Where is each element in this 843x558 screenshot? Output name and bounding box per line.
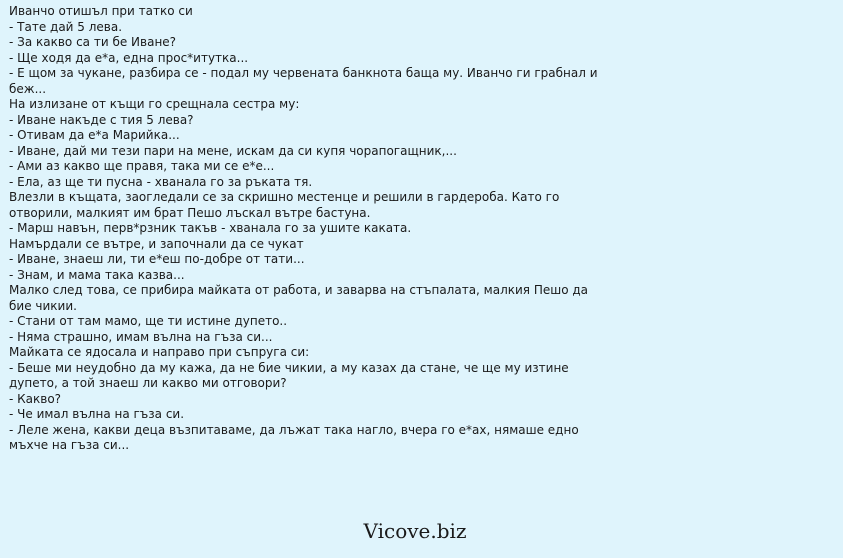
joke-line: - Ще ходя да е*а, една прос*итутка... bbox=[9, 50, 249, 65]
joke-line: - Е щом за чукане, разбира се - подал му червената банкнота баща му. Иванчо ги грабнал и беж... bbox=[9, 66, 598, 96]
joke-line: - Стани от там мамо, ще ти истине дупето.. bbox=[9, 314, 288, 328]
joke-line: - За какво са ти бе Иване? bbox=[9, 35, 177, 49]
joke-line: - Няма страшно, имам вълна на гъза си... bbox=[9, 329, 273, 344]
joke-line: - Знам, и мама така казва... bbox=[9, 267, 185, 282]
joke-line: Малко след това, се прибира майката от работа, и заварва на стъпалата, малкия Пешо да бие чикии. bbox=[9, 283, 589, 313]
joke-line: - Леле жена, какви деца възпитаваме, да лъжат така нагло, вчера го е*ах, нямаше едно мъхче на гъза си... bbox=[9, 422, 579, 452]
joke-line: - Че имал вълна на гъза си. bbox=[9, 407, 185, 421]
joke-line: - Марш навън, перв*рзник такъв - хванала го за ушите каката. bbox=[9, 221, 412, 235]
joke-line: - Иване, знаеш ли, ти е*еш по-добре от тати... bbox=[9, 252, 305, 266]
joke-line: Майката се ядосала и направо при съпруга си: bbox=[9, 345, 310, 359]
joke-text bbox=[9, 4, 609, 454]
joke-line: - Какво? bbox=[9, 391, 62, 406]
joke-line: Намърдали се вътре, и започнали да се чукат bbox=[9, 236, 304, 251]
joke-line: Иванчо отишъл при татко си bbox=[9, 4, 193, 18]
joke-line: - Отивам да е*а Марийка... bbox=[9, 128, 180, 142]
joke-line: Влезли в къщата, заогледали се за скришно местенце и решили в гардероба. Като го отворили, малкият им брат Пешо лъскал вътре бастуна. bbox=[9, 190, 560, 220]
joke-line: - Тате дай 5 лева. bbox=[9, 19, 123, 34]
joke-line: На излизане от къщи го срещнала сестра му: bbox=[9, 97, 300, 111]
site-watermark: Vicove.biz bbox=[363, 519, 467, 543]
joke-line: - Иване накъде с тия 5 лева? bbox=[9, 112, 194, 127]
joke-line: - Иване, дай ми тези пари на мене, искам да си купя чорапогащник,... bbox=[9, 143, 457, 158]
joke-line: - Беше ми неудобно да му кажа, да не бие чикии, а му казах да стане, че ще му изтине дупето, а той знаеш ли какво ми отговори? bbox=[9, 360, 569, 390]
joke-line: - Ами аз какво ще правя, така ми се е*е... bbox=[9, 159, 275, 173]
joke-line: - Ела, аз ще ти пусна - хванала го за ръката тя. bbox=[9, 174, 313, 189]
